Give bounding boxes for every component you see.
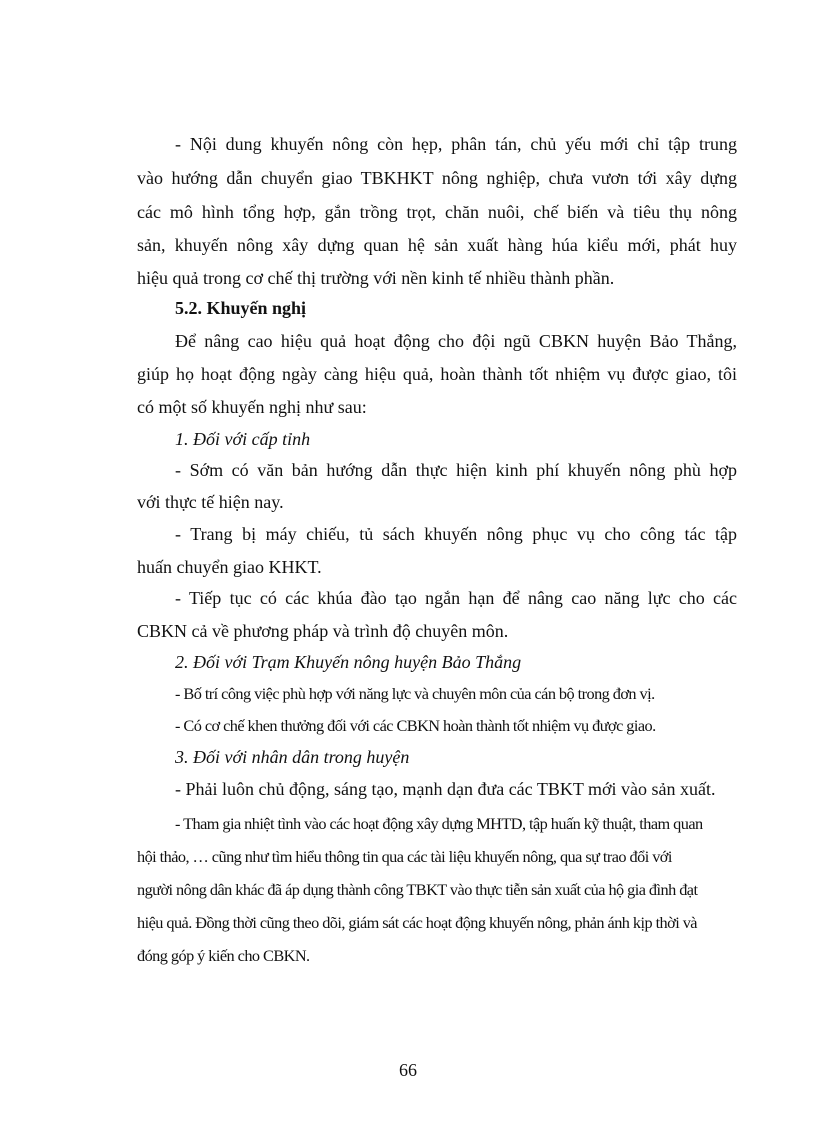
body-text-line: - Có cơ chế khen thưởng đối với các CBKN hoàn thành tốt nhiệm vụ được giao.	[175, 716, 656, 735]
body-text-line: hội thảo, … cũng như tìm hiểu thông tin qua các tài liệu khuyến nông, qua sự trao đổi với	[137, 847, 672, 866]
body-text-line: huấn chuyển giao KHKT.	[137, 557, 322, 577]
body-text-line: - Trang bị máy chiếu, tủ sách khuyến nông phục vụ cho công tác tập	[175, 524, 737, 544]
subsection-heading: 3. Đối với nhân dân trong huyện	[175, 747, 410, 767]
section-heading: 5.2. Khuyến nghị	[175, 298, 307, 318]
body-text-line: - Phải luôn chủ động, sáng tạo, mạnh dạn đưa các TBKT mới vào sản xuất.	[175, 779, 716, 799]
body-text-line: - Tiếp tục có các khúa đào tạo ngắn hạn để nâng cao năng lực cho các	[175, 588, 737, 608]
body-text-line: hiệu quả. Đồng thời cũng theo dõi, giám sát các hoạt động khuyến nông, phản ánh kịp thời và	[137, 913, 697, 932]
body-text-line: - Nội dung khuyến nông còn hẹp, phân tán, chủ yếu mới chỉ tập trung	[175, 134, 737, 154]
body-text-line: - Bố trí công việc phù hợp với năng lực và chuyên môn của cán bộ trong đơn vị.	[175, 684, 655, 703]
body-text-line: giúp họ hoạt động ngày càng hiệu quả, hoàn thành tốt nhiệm vụ được giao, tôi	[137, 364, 737, 384]
subsection-heading: 1. Đối với cấp tỉnh	[175, 429, 311, 449]
body-text-line: hiệu quả trong cơ chế thị trường với nền kinh tế nhiều thành phần.	[137, 268, 615, 288]
body-text-line: với thực tế hiện nay.	[137, 492, 284, 512]
body-text-line: sản, khuyến nông xây dựng quan hệ sản xuất hàng húa kiểu mới, phát huy	[137, 235, 737, 255]
body-text-line: - Tham gia nhiệt tình vào các hoạt động xây dựng MHTD, tập huấn kỹ thuật, tham quan	[175, 814, 703, 833]
body-text-line: có một số khuyến nghị như sau:	[137, 397, 367, 417]
body-text-line: đóng góp ý kiến cho CBKN.	[137, 946, 310, 965]
body-text-line: người nông dân khác đã áp dụng thành công TBKT vào thực tiễn sản xuất của hộ gia đình đạt	[137, 880, 698, 899]
body-text-line: vào hướng dẫn chuyển giao TBKHKT nông nghiệp, chưa vươn tới xây dựng	[137, 168, 737, 188]
body-text-line: các mô hình tổng hợp, gắn trồng trọt, chăn nuôi, chế biến và tiêu thụ nông	[137, 202, 737, 222]
body-text-line: Để nâng cao hiệu quả hoạt động cho đội ngũ CBKN huyện Bảo Thắng,	[175, 331, 737, 351]
body-text-line: - Sớm có văn bản hướng dẫn thực hiện kinh phí khuyến nông phù hợp	[175, 460, 737, 480]
body-text-line: CBKN cả về phương pháp và trình độ chuyên môn.	[137, 621, 509, 641]
page-number: 66	[399, 1060, 417, 1080]
subsection-heading: 2. Đối với Trạm Khuyến nông huyện Bảo Thắng	[175, 652, 522, 672]
